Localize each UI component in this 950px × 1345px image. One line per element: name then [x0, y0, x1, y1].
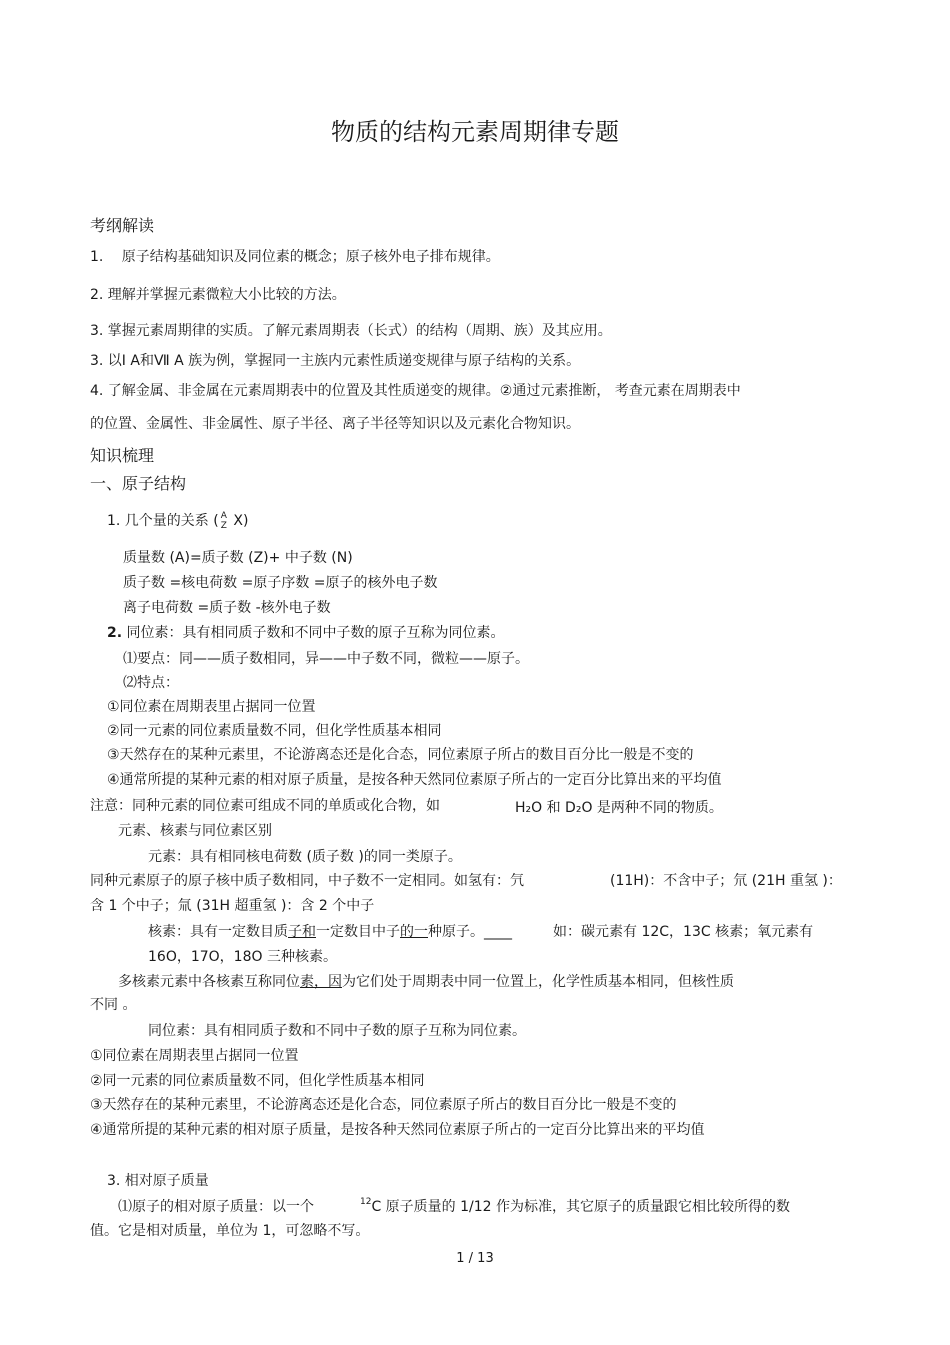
syllabus-item-5-cont: 的位置、金属性、非金属性、原子半径、离子半径等知识以及元素化合物知识。: [90, 416, 580, 432]
quantity-relation-heading: [107, 511, 248, 531]
syllabus-item-5: 4. 了解金属、非金属在元素周期表中的位置及其性质递变的规律。②通过元素推断， 考查元素在周期表中: [90, 383, 741, 399]
isotope-definition-text: 同位素：具有相同质子数和不同中子数的原子互称为同位素。: [122, 625, 505, 641]
atomic-number-symbol: Z: [220, 521, 227, 531]
isotope-feature-4: ④通常所提的某种元素的相对原子质量，是按各种天然同位素原子所占的一定百分比算出来的平均值: [107, 772, 722, 788]
formula-ion-charge: 离子电荷数 =质子数 -核外电子数: [123, 600, 331, 616]
carbon-mass-superscript: 12: [360, 1197, 372, 1207]
hydrogen-isotopes-b: (11H)：不含中子；氘 (21H 重氢 )：: [610, 873, 842, 889]
hydrogen-isotopes-a: 同种元素原子的原子核中质子数相同，中子数不一定相同。如氢有：氕: [90, 873, 524, 889]
nuclide-underline-1: 子和: [288, 924, 316, 940]
syllabus-item-3: 3. 掌握元素周期律的实质。了解元素周期表（长式）的结构（周期、族）及其应用。: [90, 323, 612, 339]
section-heading-syllabus: 考纲解读: [90, 216, 155, 235]
relative-atomic-mass-def-b: [360, 1198, 790, 1218]
multi-nuclide-line: [118, 973, 734, 991]
isotope-key-points: ⑴要点：同——质子数相同，异——中子数不同，微粒——原子。: [123, 651, 529, 667]
nuclide-blank: ____: [484, 924, 512, 940]
multi-nuclide-text-b: 为它们处于周期表中同一位置上，化学性质基本相同，但核性质: [342, 974, 734, 990]
nuclide-text-b: 一定数目中子: [316, 924, 400, 940]
nuclide-underline-2: 的一: [400, 924, 428, 940]
element-symbol: X): [228, 513, 249, 529]
isotope-feature-2b: ②同一元素的同位素质量数不同，但化学性质基本相同: [90, 1073, 425, 1089]
page-number: 1 / 13: [456, 1251, 494, 1266]
formula-mass-number: 质量数 (A)=质子数 (Z)+ 中子数 (N): [123, 550, 353, 566]
relative-atomic-mass-def-a: ⑴原子的相对原子质量：以一个: [118, 1199, 314, 1215]
isotope-feature-3: ③天然存在的某种元素里，不论游离态还是化合态，同位素原子所占的数目百分比一般是不变的: [107, 747, 694, 763]
quantity-relation-label: 1. 几个量的关系 (: [107, 513, 219, 529]
isotope-feature-1b: ①同位素在周期表里占据同一位置: [90, 1048, 299, 1064]
isotope-feature-1: ①同位素在周期表里占据同一位置: [107, 699, 316, 715]
isotope-number: 2.: [107, 625, 123, 641]
multi-nuclide-cont: 不同 。: [90, 997, 137, 1013]
hydrogen-isotopes-c: 含 1 个中子；氚 (31H 超重氢 )：含 2 个中子: [90, 898, 375, 914]
multi-nuclide-underline: 素，因: [300, 974, 342, 990]
mass-number-symbol: A: [220, 511, 227, 521]
distinction-heading: 元素、核素与同位素区别: [118, 823, 272, 839]
nuclide-text-a: 核素：具有一定数目质: [148, 924, 288, 940]
nuclide-text-c: 种原子。: [428, 924, 484, 940]
isotope-feature-4b: ④通常所提的某种元素的相对原子质量，是按各种天然同位素原子所占的一定百分比算出来的平均值: [90, 1122, 705, 1138]
isotope-feature-2: ②同一元素的同位素质量数不同，但化学性质基本相同: [107, 723, 442, 739]
syllabus-item-1: 1. 原子结构基础知识及同位素的概念；原子核外电子排布规律。: [90, 249, 500, 265]
formula-proton-number: 质子数 =核电荷数 =原子序数 =原子的核外电子数: [123, 575, 438, 591]
note-line-a: 注意：同种元素的同位素可组成不同的单质或化合物，如: [90, 798, 440, 814]
nuclide-notation: [221, 511, 227, 531]
page-title: 物质的结构元素周期律专题: [331, 118, 619, 146]
isotope-feature-3b: ③天然存在的某种元素里，不论游离态还是化合态，同位素原子所占的数目百分比一般是不变的: [90, 1097, 677, 1113]
section-heading-knowledge: 知识梳理: [90, 446, 155, 465]
isotope-features-label: ⑵特点：: [123, 675, 179, 691]
relative-atomic-mass-def-c: 值。它是相对质量，单位为 1，可忽略不写。: [90, 1223, 370, 1239]
oxygen-nuclides: 16O，17O，18O 三种核素。: [148, 949, 337, 965]
element-definition: 元素：具有相同核电荷数 (质子数 )的同一类原子。: [148, 849, 462, 865]
nuclide-definition: [148, 923, 512, 941]
syllabus-item-2: 2. 理解并掌握元素微粒大小比较的方法。: [90, 287, 346, 303]
isotope-definition-2: 同位素：具有相同质子数和不同中子数的原子互称为同位素。: [148, 1023, 526, 1039]
subsection-atomic-structure: 一、原子结构: [90, 474, 187, 493]
relative-atomic-mass-heading: 3. 相对原子质量: [107, 1173, 209, 1189]
relative-atomic-mass-def-b-text: C 原子质量的 1/12 作为标准，其它原子的质量跟它相比较所得的数: [371, 1199, 791, 1215]
note-line-b: H₂O 和 D₂O 是两种不同的物质。: [515, 800, 723, 816]
syllabus-item-4: 3. 以Ⅰ A和Ⅶ A 族为例，掌握同一主族内元素性质递变规律与原子结构的关系。: [90, 353, 581, 369]
nuclide-examples: 如：碳元素有 12C，13C 核素；氧元素有: [553, 924, 814, 940]
isotope-definition: [107, 624, 505, 642]
multi-nuclide-text-a: 多核素元素中各核素互称同位: [118, 974, 300, 990]
